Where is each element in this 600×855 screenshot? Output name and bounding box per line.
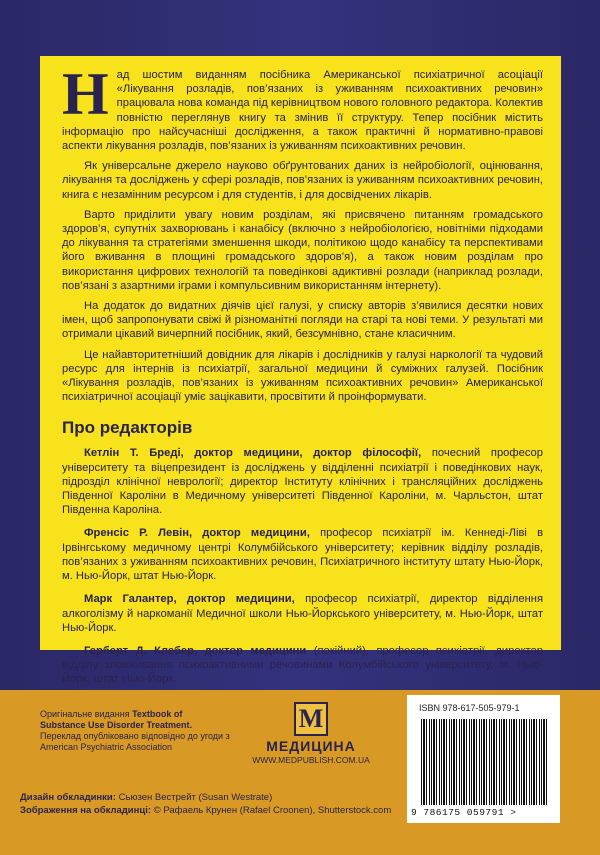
editor-galanter	[62, 592, 543, 635]
barcode-number: 9 786175 059791 >	[411, 807, 517, 818]
editor-levin-bio: професор психіатрії ім. Кеннеді-Ліві в Ірвінгському медичному центрі Колумбійського університету; керівник відділу розладів, пов’язаних з уживанням психоактивних речовин, Психіатричного інституту штату Нью-Йорк, м. Нью-Йорк, штат Нью-Йорк.	[62, 527, 544, 583]
editor-brady-bio: почесний професор університету та віцепрезидент із досліджень у відділенні психіатрії і поведінкових наук, підрозділ клінічної неврології; директор Інституту клінічних і трансляційних досліджень Південної Кароліни в Медичному університеті Південної Кароліни, м. Чарльстон, штат Південна Кароліна.	[62, 447, 543, 517]
intro-text	[62, 61, 543, 404]
publisher-logo	[246, 702, 376, 765]
image-credit-value: © Рафаель Крунен (Rafael Croonen), Shutterstock.com	[151, 805, 392, 816]
image-credit	[20, 804, 391, 817]
isbn: ISBN 978-617-505-979-1	[419, 703, 520, 713]
intro-paragraph-1-text: ад шостим виданням посібника Американської психіатричної асоціації «Лікування розладів, пов’язаних із уживанням психоактивних речовин» працювала нова команда під керівництвом нового головного редактора. Колектив повністю переглянув книгу та змінив її структуру. Тепер посібник містить інформацію про найсучасніші дослідження, а також практичні й нормативно-правові аспекти лікування розладів, пов’язаних із уживанням психоактивних речовин.	[62, 69, 543, 153]
original-suffix: Переклад опубліковано відповідно до угоди з American Psychiatric Association	[40, 731, 230, 752]
intro-paragraph-1	[62, 61, 543, 153]
intro-paragraph-4: На додаток до видатних діячів цієї галузі, у списку авторів з’явилися десятки нових імен, щоб запропонувати свіжі й різноманітні погляди на старі та нові теми. У результаті ми отримали цікавий вичерпний посібник, який, безсумнівно, стане класичним.	[62, 300, 543, 341]
intro-paragraph-2: Як універсальне джерело науково обґрунтованих даних із нейробіології, оцінювання, лікування та досліджень у сфері розладів, пов’язаних із уживанням психоактивних речовин, книга є незамінним ресурсом і для студентів, і для досвідчених лікарів.	[62, 160, 543, 201]
drop-cap: Н	[62, 61, 109, 127]
design-credit-value: Сьюзен Вестрейт (Susan Westrate)	[115, 792, 273, 803]
cover-credits	[20, 791, 391, 817]
barcode-bars	[421, 719, 549, 805]
editor-galanter-bio: професор психіатрії, директор відділення алкоголізму й наркоманії Медичної школи Нью-Йоркського університету, м. Нью-Йорк, штат Нью-Йорк.	[62, 593, 543, 634]
original-edition-note	[40, 709, 230, 753]
intro-paragraph-5: Це найавторитетніший довідник для лікарів і дослідників у галузі наркології та чудовий ресурс для інтернів із психіатрії, загальної медицини й суміжних галузей. Посібник «Лікування розладів, пов’язаних із уживанням психоактивних речовин» Американської психіатричної асоціації уміє зацікавити, просвітити й проінформувати.	[62, 348, 543, 404]
description-panel	[40, 56, 561, 686]
design-credit	[20, 791, 391, 804]
editor-levin	[62, 526, 543, 583]
publisher-logo-icon: М	[294, 702, 328, 736]
editor-galanter-name: Марк Галантер, доктор медицини,	[84, 593, 295, 606]
editors-heading: Про редакторів	[62, 418, 193, 438]
editor-kleber	[62, 644, 543, 687]
editor-levin-name: Френсіс Р. Левін, доктор медицини,	[84, 527, 310, 540]
publisher-band	[0, 690, 600, 855]
editor-kleber-bio: (покійний), професор психіатрії, директор відділу зловживання психоактивними речовинами Колумбійського університету, м. Нью-Йорк, штат Нью-Йорк.	[62, 644, 543, 686]
editor-brady	[62, 446, 543, 517]
image-credit-label: Зображення на обкладинці:	[20, 805, 152, 816]
publisher-name: МЕДИЦИНА	[266, 738, 356, 754]
publisher-url: WWW.MEDPUBLISH.COM.UA	[252, 755, 370, 765]
design-credit-label: Дизайн обкладинки:	[20, 792, 116, 803]
barcode	[407, 695, 560, 823]
intro-paragraph-3: Варто приділити увагу новим розділам, які присвячено питанням громадського здоров’я, супутніх захворювань і канабісу (включно з нейробіологією, новітніми підходами до лікування та стратегіями зменшення шкоди, політикою щодо канабісу та перспективами його вживання в площині громадського здоров’я), а також новим розділам про використання цифрових технологій та поведінкові адиктивні розлади (наприклад розлади, пов’язані з азартними іграми і компульсивним використанням інтернету).	[62, 208, 543, 292]
original-prefix: Оригінальне видання	[40, 709, 133, 719]
original-book-title: Textbook of Substance Use Disorder Treatment.	[40, 709, 193, 730]
editor-brady-name: Кетлін Т. Бреді, доктор медицини, доктор філософії,	[84, 447, 422, 460]
editor-kleber-name: Герберт Д. Клебер, доктор медицини	[84, 644, 307, 657]
